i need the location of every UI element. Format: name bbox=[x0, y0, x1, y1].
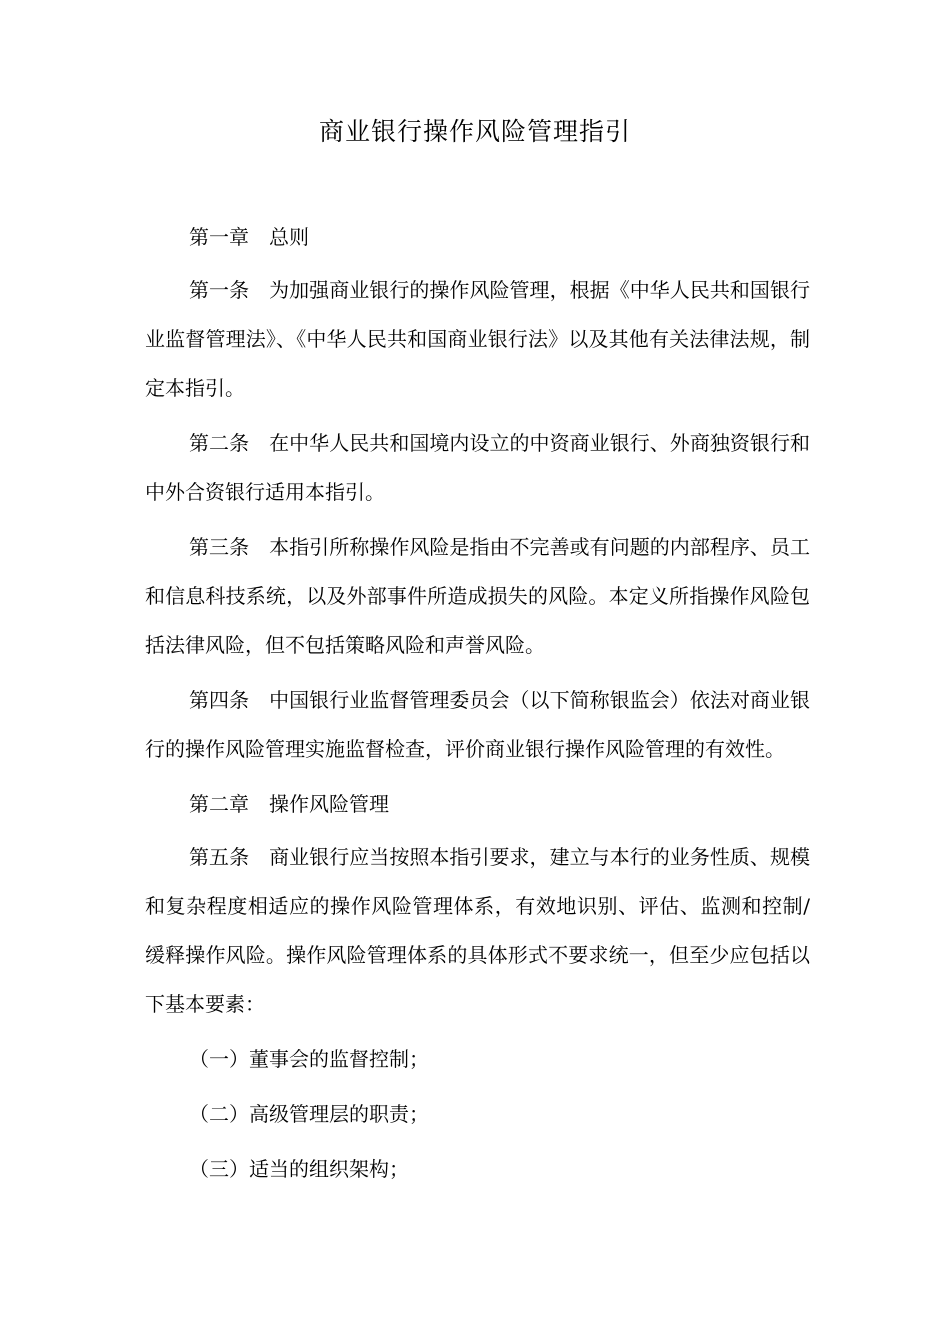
article-label: 第五条 bbox=[189, 845, 250, 869]
article-label: 第三条 bbox=[189, 535, 250, 559]
document-body bbox=[145, 213, 810, 1200]
article-label: 第四条 bbox=[189, 688, 250, 712]
list-item: （一）董事会的监督控制； bbox=[189, 1047, 429, 1071]
document-title: 商业银行操作风险管理指引 bbox=[318, 117, 631, 146]
chapter-heading bbox=[145, 213, 810, 262]
article-paragraph bbox=[145, 419, 810, 517]
article-text: 为加强商业银行的操作风险管理，根据《中华人民共和国银行业监督管理法》、《中华人民共和国商业银行法》以及其他有关法律法规，制定本指引。 bbox=[145, 278, 811, 400]
chapter-title: 操作风险管理 bbox=[269, 792, 389, 816]
article-label: 第一条 bbox=[189, 278, 250, 302]
list-item: （三）适当的组织架构； bbox=[189, 1157, 409, 1181]
chapter-title: 总则 bbox=[269, 225, 309, 249]
article-label: 第二条 bbox=[189, 431, 250, 455]
article-text: 商业银行应当按照本指引要求，建立与本行的业务性质、规模和复杂程度相适应的操作风险管理体系，有效地识别、评估、监测和控制/缓释操作风险。操作风险管理体系的具体形式不要求统一，但至少应包括以下基本要素： bbox=[145, 845, 811, 1016]
article-paragraph bbox=[145, 833, 810, 1029]
article-paragraph bbox=[145, 266, 810, 413]
chapter-label: 第二章 bbox=[189, 792, 249, 816]
list-item: （二）高级管理层的职责； bbox=[189, 1102, 429, 1126]
article-text: 中国银行业监督管理委员会（以下简称银监会）依法对商业银行的操作风险管理实施监督检查，评价商业银行操作风险管理的有效性。 bbox=[145, 688, 811, 761]
chapter-heading bbox=[145, 780, 810, 829]
chapter-label: 第一章 bbox=[189, 225, 249, 249]
article-paragraph bbox=[145, 676, 810, 774]
article-text: 本指引所称操作风险是指由不完善或有问题的内部程序、员工和信息科技系统，以及外部事件所造成损失的风险。本定义所指操作风险包括法律风险，但不包括策略风险和声誉风险。 bbox=[145, 535, 811, 657]
article-paragraph bbox=[145, 523, 810, 670]
article-text: 在中华人民共和国境内设立的中资商业银行、外商独资银行和中外合资银行适用本指引。 bbox=[145, 431, 811, 504]
